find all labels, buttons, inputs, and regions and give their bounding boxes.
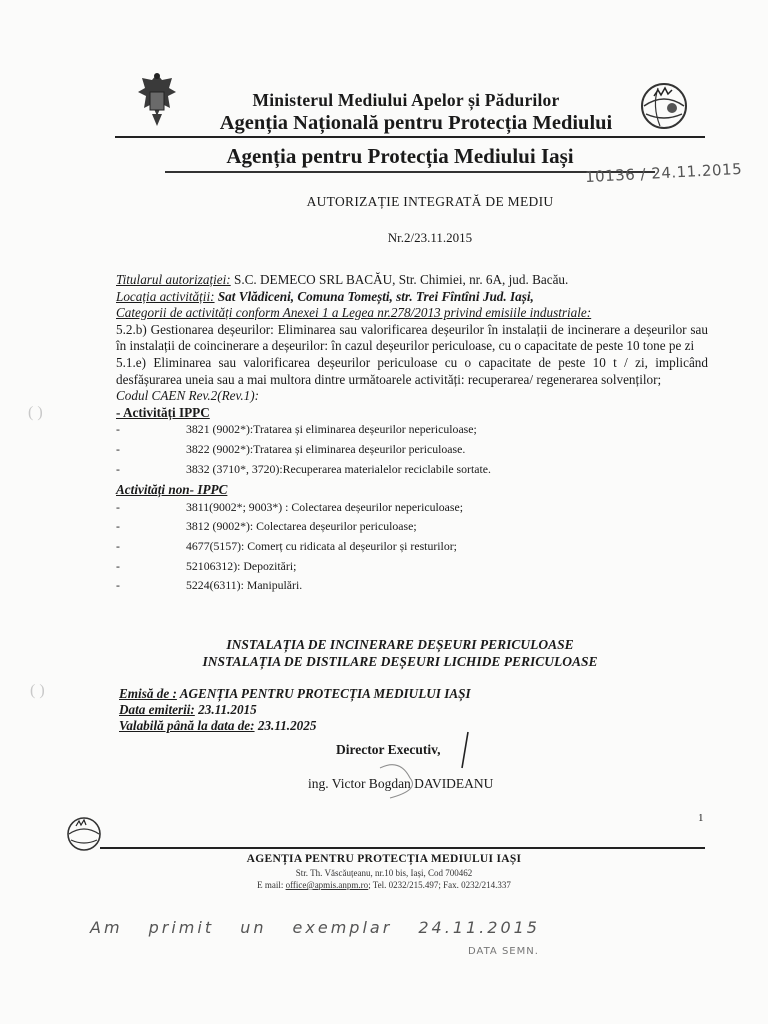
non-ippc-item (116, 518, 708, 538)
non-ippc-item-text: 4677(5157): Comerț cu ridicata al deșeurilor și resturilor; (186, 538, 457, 553)
holder-value: S.C. DEMECO SRL BACĂU, Str. Chimiei, nr. 6A, jud. Bacău. (230, 272, 569, 287)
footer-address: Str. Th. Văscăuțeanu, nr.10 bis, Iași, Cod 700462 (295, 868, 473, 878)
handwritten-receipt-note: Am primit un exemplar 24.11.2015 (90, 918, 540, 937)
installation-distillation: INSTALAȚIA DE DISTILARE DEȘEURI LICHIDE PERICULOASE (202, 654, 598, 669)
footer-divider (100, 847, 705, 849)
non-ippc-item (116, 558, 708, 578)
signatory-name: ing. Victor Bogdan DAVIDEANU (308, 776, 494, 791)
ministry-name: Ministerul Mediului Apelor și Pădurilor (252, 90, 560, 110)
valid-until-label: Valabilă până la data de: (119, 718, 255, 733)
ippc-item (116, 421, 708, 441)
footer-contact-phone-fax: ; Tel. 0232/215.497; Fax. 0232/214.337 (368, 880, 511, 890)
footer-contact (0, 880, 768, 890)
ippc-item (116, 461, 708, 481)
list-dash: - (116, 422, 120, 437)
margin-hole-mark: ( ) (28, 404, 43, 421)
document-number: Nr.2/23.11.2015 (387, 230, 473, 245)
coat-of-arms-icon (134, 70, 180, 128)
location-line (116, 289, 708, 306)
ippc-item (116, 441, 708, 461)
list-dash: - (116, 558, 120, 573)
location-value: Sat Vlădiceni, Comuna Tomești, str. Trei Fîntîni Jud. Iași, (214, 288, 534, 304)
holder-line (116, 272, 708, 289)
issued-by-label: Emisă de : (119, 686, 177, 701)
ippc-item-text: 3821 (9002*):Tratarea și eliminarea deșeurilor nepericuloase; (186, 422, 477, 437)
issue-date-label: Data emiterii: (119, 702, 195, 717)
list-dash: - (116, 499, 120, 514)
handwritten-small-note: DATA SEMN. (468, 946, 539, 957)
non-ippc-item (116, 499, 708, 519)
caen-label: Codul CAEN Rev.2(Rev.1): (116, 388, 260, 404)
header-divider (115, 136, 705, 138)
header-underline (165, 171, 655, 173)
agency-globe-logo-icon (636, 78, 692, 134)
issue-date-line (119, 702, 679, 718)
signatory-role: Director Executiv, (336, 742, 441, 757)
non-ippc-item-text: 3812 (9002*): Colectarea deșeurilor periculoase; (186, 519, 417, 534)
non-ippc-heading: Activități non- IPPC (116, 482, 228, 498)
category-5-2-b: 5.2.b) Gestionarea deșeurilor: Eliminarea sau valorificarea deșeurilor în instalații de incinerare a deșeurilor sau în instalații de coincinerare a deșeurilor: în cazul deșeurilor periculoase, cu o capacitate de peste 10 tone pe zi (116, 321, 708, 354)
ippc-item-text: 3822 (9002*):Tratarea și eliminarea deșeurilor periculoase. (186, 441, 466, 456)
national-agency-name: Agenția Națională pentru Protecția Mediului (219, 112, 613, 134)
page-number: 1 (698, 812, 704, 824)
issued-by-line (119, 686, 679, 702)
location-label: Locația activității: (116, 288, 215, 304)
margin-hole-mark: ( ) (30, 682, 45, 699)
issue-date-value: 23.11.2015 (194, 702, 257, 717)
list-dash: - (116, 461, 120, 476)
footer-contact-prefix: E mail: (257, 880, 286, 890)
document-body (116, 272, 708, 597)
list-dash: - (116, 441, 120, 456)
non-ippc-item-text: 3811(9002*; 9003*) : Colectarea deșeurilor nepericuloase; (186, 499, 464, 514)
list-dash: - (116, 578, 120, 593)
non-ippc-item-text: 5224(6311): Manipulări. (186, 578, 303, 593)
ippc-heading: - Activități IPPC (116, 404, 210, 420)
signature-scribble (350, 728, 480, 808)
installation-incineration: INSTALAȚIA DE INCINERARE DEȘEURI PERICULOASE (226, 637, 574, 652)
issued-by-value: AGENȚIA PENTRU PROTECȚIA MEDIULUI IAȘI (176, 686, 471, 701)
valid-until-value: 23.11.2025 (254, 718, 317, 733)
non-ippc-item (116, 538, 708, 558)
handwritten-registration-number: 10136 / 24.11.2015 (584, 159, 743, 187)
ippc-item-text: 3832 (3710*, 3720):Recuperarea materialelor reciclabile sortate. (186, 461, 491, 476)
local-agency-name: Agenția pentru Protecția Mediului Iași (226, 144, 574, 168)
document-title: AUTORIZAȚIE INTEGRATĂ DE MEDIU (306, 194, 554, 209)
categories-label: Categorii de activități conform Anexei 1 a Legea nr.278/2013 privind emisiile industriale: (116, 305, 592, 321)
footer-globe-logo-icon (64, 814, 104, 854)
footer-agency: AGENȚIA PENTRU PROTECȚIA MEDIULUI IAȘI (246, 853, 522, 865)
category-5-1-e: 5.1.e) Eliminarea sau valorificarea deșeurilor periculoase cu o capacitate de peste 10 t / zi, implicând desfășurarea uneia sau a mai multora dintre următoarele activități: recuperarea/ regenerarea solvenților; (116, 354, 708, 387)
non-ippc-item-text: 52106312): Depozitări; (186, 558, 297, 573)
holder-label: Titularul autorizației: (116, 272, 231, 287)
list-dash: - (116, 538, 120, 553)
non-ippc-item (116, 577, 708, 597)
list-dash: - (116, 519, 120, 534)
installations-block (100, 636, 700, 670)
issue-block (119, 686, 679, 734)
footer-email-link[interactable]: office@apmis.anpm.ro (285, 880, 369, 890)
